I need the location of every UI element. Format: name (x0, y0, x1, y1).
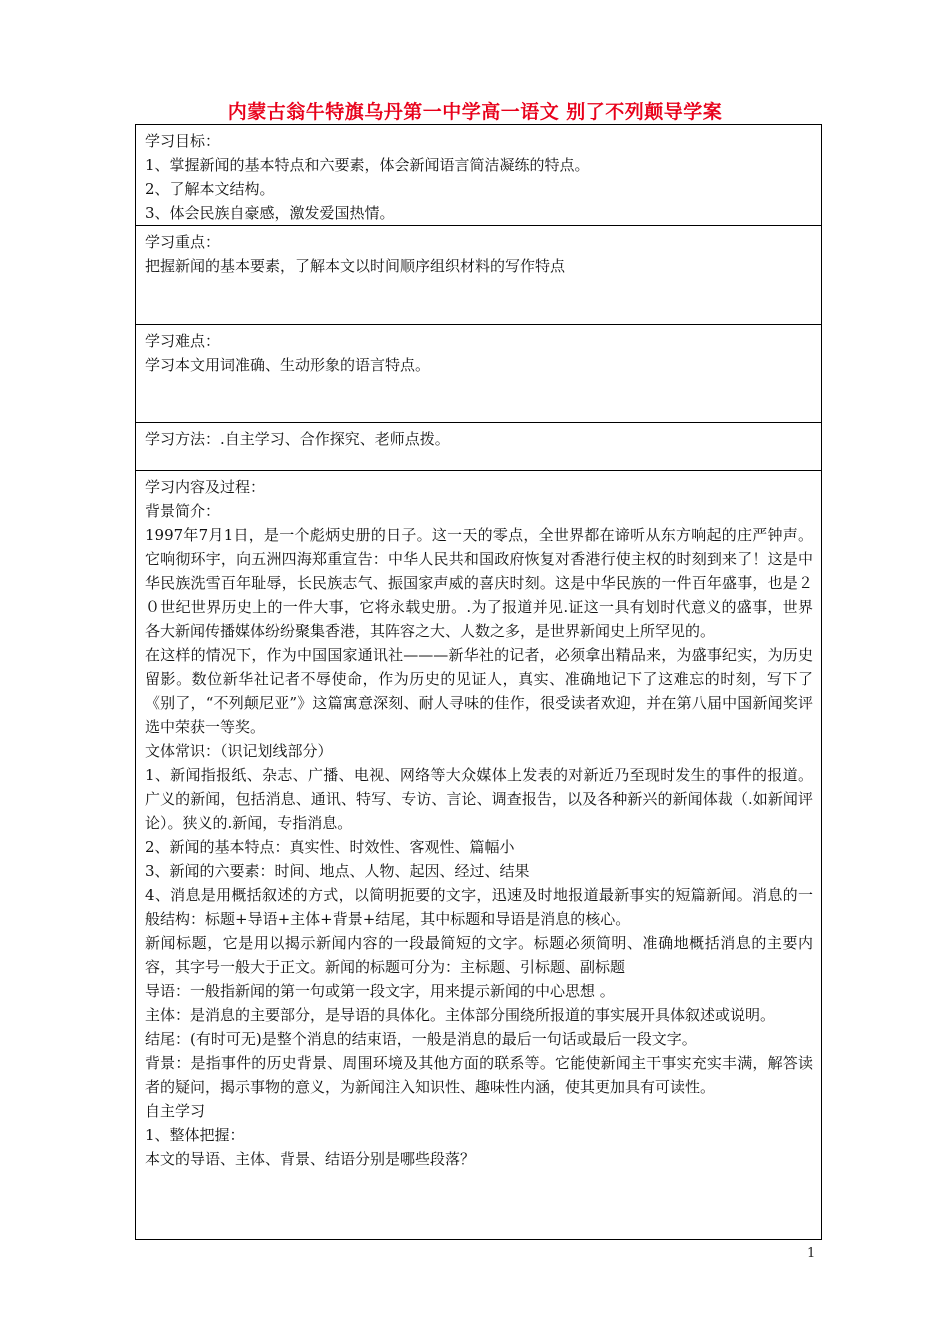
background-heading: 背景简介： (145, 502, 221, 520)
page-title: 内蒙古翁牛特旗乌丹第一中学高一语文 别了不列颠导学案 (227, 101, 723, 123)
learning-goal-1: 1、掌握新闻的基本特点和六要素，体会新闻语言简洁凝练的特点。 (145, 156, 590, 174)
knowledge-item-1: 1、新闻指报纸、杂志、广播、电视、网络等大众媒体上发表的对新近乃至现时发生的事件的报道。广义的新闻，包括消息、通讯、特写、专访、言论、调查报告，以及各种新兴的新闻体裁（.如新闻评论）。狭义的.新闻，专指消息。 (145, 766, 813, 832)
difficulties-text: 学习本文用词准确、生动形象的语言特点。 (145, 356, 431, 374)
knowledge-item-3: 3、新闻的六要素：时间、地点、人物、起因、经过、结果 (145, 862, 530, 880)
background-paragraph-1: 1997年7月1日，是一个彪炳史册的日子。这一天的零点，全世界都在谛听从东方响起的庄严钟声。它响彻环宇，向五洲四海郑重宣告：中华人民共和国政府恢复对香港行使主权的时刻到来了！这是中华民族洗雪百年耻辱，长民族志气、振国家声威的喜庆时刻。这是中华民族的一件百年盛事，也是２０世纪世界历史上的一件大事，它将永载史册。.为了报道并见.证这一具有划时代意义的盛事，世界各大新闻传播媒体纷纷聚集香港，其阵容之大、人数之多，是世界新闻史上所罕见的。 (145, 526, 813, 640)
background-paragraph-2: 在这样的情况下，作为中国国家通讯社———新华社的记者，必须拿出精品来，为盛事纪实，为历史留影。数位新华社记者不辱使命，作为历史的见证人，真实、准确地记下了这难忘的时刻，写下了《别了，“不列颠尼亚”》这篇寓意深刻、耐人寻味的佳作，很受读者欢迎，并在第八届中国新闻奖评选中荣获一等奖。 (145, 646, 813, 736)
learning-goals-cell (136, 125, 821, 225)
difficulties-heading: 学习难点： (145, 332, 221, 350)
knowledge-item-4: 4、消息是用概括叙述的方式，以简明扼要的文字，迅速及时地报道最新事实的短篇新闻。消息的一般结构：标题+导语+主体+背景+结尾，其中标题和导语是消息的核心。 (145, 886, 813, 928)
self-study-heading: 自主学习 (145, 1102, 206, 1120)
knowledge-item-2: 2、新闻的基本特点：真实性、时效性、客观性、篇幅小 (145, 838, 515, 856)
body-definition: 主体：是消息的主要部分，是导语的具体化。主体部分围绕所报道的事实展开具体叙述或说明。 (145, 1006, 776, 1024)
learning-goal-3: 3、体会民族自豪感，激发爱国热情。 (145, 204, 395, 222)
study-guide-table (135, 124, 822, 1240)
ending-definition: 结尾：(有时可无)是整个消息的结束语，一般是消息的最后一句话或最后一段文字。 (145, 1030, 697, 1048)
lead-definition: 导语：一般指新闻的第一句或第一段文字，用来提示新闻的中心思想 。 (145, 982, 615, 1000)
genre-knowledge-heading: 文体常识：（识记划线部分） (145, 742, 333, 760)
overall-grasp-heading: 1、整体把握： (145, 1126, 245, 1144)
structure-question: 本文的导语、主体、背景、结语分别是哪些段落？ (145, 1150, 476, 1168)
study-method-cell (136, 422, 821, 470)
study-content-cell (136, 470, 821, 1239)
key-points-heading: 学习重点： (145, 233, 221, 251)
headline-definition: 新闻标题，它是用以揭示新闻内容的一段最简短的文字。标题必须简明、准确地概括消息的主要内容，其字号一般大于正文。新闻的标题可分为：主标题、引标题、副标题 (145, 934, 813, 976)
learning-goals-heading: 学习目标： (145, 132, 221, 150)
page-number: 1 (807, 1246, 816, 1261)
study-content-heading: 学习内容及过程： (145, 478, 266, 496)
key-points-text: 把握新闻的基本要素，了解本文以时间顺序组织材料的写作特点 (145, 257, 566, 275)
learning-goal-2: 2、了解本文结构。 (145, 180, 275, 198)
study-method-text: 学习方法：.自主学习、合作探究、老师点拨。 (145, 430, 450, 448)
key-points-cell (136, 225, 821, 324)
background-definition: 背景：是指事件的历史背景、周围环境及其他方面的联系等。它能使新闻主干事实充实丰满，解答读者的疑问，揭示事物的意义，为新闻注入知识性、趣味性内涵，使其更加具有可读性。 (145, 1054, 813, 1096)
difficulties-cell (136, 324, 821, 422)
